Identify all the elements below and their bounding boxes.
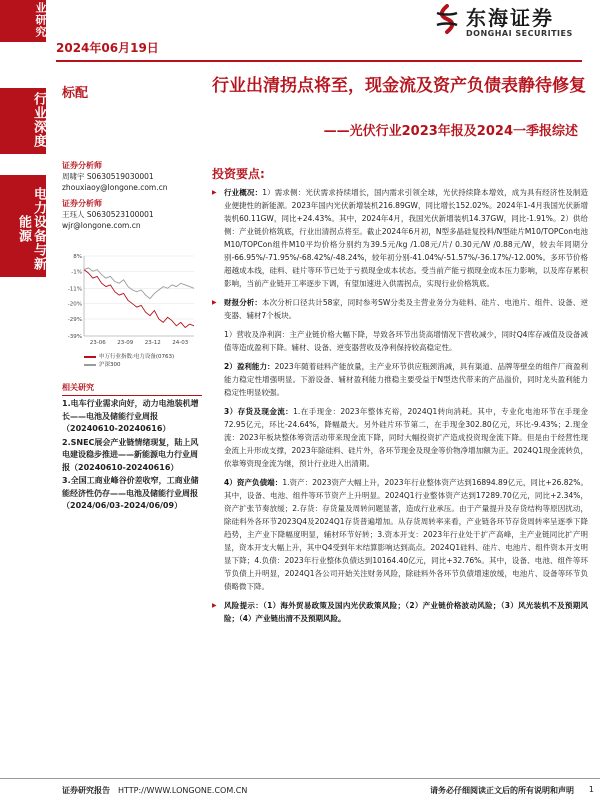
sidebar-tab-label: 电力设备与新能源 (16, 187, 46, 271)
sidebar-tab-industry-research (0, 0, 46, 42)
header-divider (56, 60, 582, 62)
chart-y-tick-label: -39% (67, 334, 82, 340)
analyst-block-2 (62, 198, 202, 231)
analyst-name-text: 周啸宇 (62, 172, 85, 181)
logo-text-en: DONGHAI SECURITIES (466, 29, 573, 38)
related-item[interactable]: 1.电车行业需求向好，动力电池装机增长——电池及储能行业周报（20240610-20240616） (62, 399, 199, 433)
invest-heading: 投资要点: (212, 167, 265, 181)
page-footer (0, 778, 600, 800)
analyst-email: wjr@longone.com.cn (62, 221, 141, 230)
performance-chart (62, 250, 202, 375)
main-body (212, 186, 588, 631)
legend-item-index (84, 353, 174, 361)
bullet-label: 风险提示： (224, 601, 264, 610)
legend-label: 申万行业指数:电力设备(0763) (99, 354, 175, 360)
chart-x-tick-label: 23-12 (144, 340, 161, 346)
related-heading: 相关研究 (62, 383, 94, 392)
bullet-label: 行业概况： (224, 188, 263, 197)
chart-x-tick-label: 23-06 (89, 340, 106, 346)
chart-series-line-hs300 (84, 268, 194, 299)
analyst-name-text: 王珏人 (62, 210, 85, 219)
chart-y-tick-label: -20% (67, 301, 82, 308)
footer-url[interactable]: HTTP://WWW.LONGONE.COM.CN (118, 786, 248, 795)
company-logo (432, 2, 592, 42)
footer-disclaimer-text: 请务必仔细阅读正文后的所有说明和声明 (430, 786, 574, 795)
bullet-text: 本次分析口径共计58家，同时参考SW分类及主营业务分为硅料、硅片、电池片、组件、设备、逆变器、辅材7个板块。 (224, 298, 589, 320)
para-text: 1.在手现金：2023年整体充裕，2024Q1转向消耗。其中，专业化电池环节在手现金72.95亿元，环比-24.64%，降幅最大。另外硅片环节第二，在手现金302.80亿元，环比-9.43%；2.现金流：2023年板块整体筹资活动带来现金流下降，同时大幅投资扩产造成投资现金流下降。但是由于经营性现金流上升形成支撑，2023年除硅料、硅片外，各环节现金及现金等价物净增加额为正。2024Q1现金流转负，依靠筹资现金流为继，预计行业进入出清期。 (224, 407, 588, 468)
chart-x-tick-label: 24-03 (172, 340, 189, 346)
legend-swatch (84, 364, 96, 366)
bullet-text: 1）需求侧：光伏需求持续增长，国内需求引领全球，光伏持续降本增效，成为具有经济性及制造业便捷性的新能源。2023年国内光伏新增装机216.89GW，同比增长152.02%。2024年1-4月我国光伏新增装机60.11GW，同比+24.43%。其中，2024年4月，我国光伏新增装机14.37GW，同比-1.91%。2）供给侧：产业链价格筑底，行业出清拐点将至。截止2024年6月初，N型多晶硅复投料/N型硅片M10/TOPCon电池M10/TOPCon组件M10平均价格分别约为39.5元/kg /1.08元/片/ 0.30元/W /0.88元/W，较去年同期分别-66.95%/-71.95%/-68.42%/-48.24%，较年初分别-41.04%/-51.57%/-36.17%/-12.00%。多环节价格超越成本线，硅料、硅片等环节已处于亏损现金成本状态。受当前产能亏损现金成本压力影响，以及库存累积影响，当前产业链开工率逐步下调，有望加速进入供需拐点，实现行业价格筑底。 (224, 188, 588, 288)
para-revenue: 1）营收及净利润：主产业链价格大幅下降，导致各环节出货高增情况下营收减少，同时Q4库存减值及设备减值等造成盈利下降。辅材、设备、逆变器营收及净利保持较高稳定性。 (224, 330, 588, 352)
chart-y-tick-label: 8% (73, 254, 82, 260)
para-text: 2023年随着硅料产能放量，主产业环节供应瓶颈消减，具有渠道、品牌等壁垒的组件厂商盈利能力稳定性增强明显。下游设备、辅材盈利能力推稳主要受益于N型迭代带来的产品溢价，同时龙头盈利能力稳定性明显较强。 (224, 362, 589, 397)
analyst-label: 证券分析师 (62, 161, 102, 170)
report-subtitle: ——光伏行业2023年报及2024一季报综述 (323, 124, 578, 139)
para-assets (212, 405, 588, 470)
sidebar-tab-industry-depth (0, 88, 46, 154)
sidebar-tab-label: 行业深度 (31, 92, 46, 148)
legend-label: 沪深300 (99, 362, 121, 368)
legend-swatch (84, 356, 96, 358)
legend-item-hs300 (84, 361, 174, 369)
analyst-email: zhouxiaoy@longone.com.cn (62, 183, 168, 192)
analyst-name (62, 209, 202, 220)
report-title: 行业出清拐点将至，现金流及资产负债表静待修复 (212, 76, 586, 96)
chart-y-tick-label: -1% (71, 269, 82, 276)
bullet-label: 财报分析： (224, 298, 263, 307)
para-label: 2）盈利能力： (224, 362, 275, 371)
bullet-risk (212, 599, 588, 625)
para-margin (212, 360, 588, 399)
footer-label: 证券研究报告 (62, 786, 110, 795)
analyst-license: S0630523100001 (86, 210, 154, 219)
related-item[interactable]: 3.全国工商业峰谷价差收窄，工商业储能经济性仍存——电池及储能行业周报（2024/06/03-2024/06/09） (62, 476, 199, 510)
chart-y-tick-label: -11% (67, 286, 82, 293)
analyst-license: S0630519030001 (86, 172, 154, 181)
analyst-name (62, 171, 202, 182)
logo-text-cn: 东海证券 (466, 6, 554, 30)
sidebar-tab-sector (0, 175, 46, 277)
related-divider (62, 395, 202, 396)
page-number: 1 (588, 785, 594, 794)
report-date: 2024年06月19日 (56, 41, 159, 55)
performance-chart-svg (62, 250, 202, 350)
analyst-label: 证券分析师 (62, 199, 102, 208)
chart-x-tick-label: 23-09 (117, 340, 134, 346)
para-label: 3）存货及现金流： (224, 407, 294, 416)
para-text: 1.资产：2023资产大幅上升，2023年行业整体资产达到16894.89亿元，同比+26.82%。其中，设备、电池、组件等环节资产上升明显。2024Q1行业整体资产达到17289.70亿元，同比+2.34%，资产扩张节奏放缓；2.存货：存货量及周转问题显著，造成行业承压。由于产量提升及存货结构等原因扰动，除硅料外各环节2023Q4及2024Q1存货普遍增加。从存货周转率来看，产业链各环节存货周转率呈逐季下降趋势，主产业下降幅度明显，辅材环节好转；3.资本开支：2023年行业处于扩产高峰，主产业链同比扩产明显，资本开支大幅上升，其中Q4受到年末结算影响达到高点。2024Q1硅料、硅片、电池片、组件资本开支明显下降；4.负债：2023年行业整体负债达到10164.40亿元，同比+32.76%。其中，设备、电池、组件等环节负债上升明显，2024Q1各公司开始关注财务风险，除硅料外各环节负债增速放缓，电池片、设备等环节负债略微下降。 (224, 478, 589, 591)
sidebar-tab-label: 业研究 (34, 2, 47, 38)
bullet-overview (212, 186, 588, 290)
chart-legend (84, 353, 174, 369)
bullet-text: （1）海外贸易政策及国内光伏政策风险；（2）产业链价格波动风险；（3）风光装机不及预期风险；（4）产业链出清不及预期风险。 (224, 601, 589, 623)
logo-mark-icon (432, 4, 462, 34)
para-liability (212, 476, 588, 593)
rating-label: 标配 (62, 86, 89, 101)
para-label: 4）资产负债端： (224, 478, 283, 487)
analyst-block-1 (62, 160, 202, 193)
footer-left (62, 785, 247, 796)
bullet-finance (212, 296, 588, 322)
chart-y-tick-label: -29% (67, 316, 82, 323)
footer-disclaimer (430, 785, 574, 796)
related-list (62, 398, 202, 514)
related-item[interactable]: 2.SNEC展会产业链情绪现复，陆上风电建设稳步推进——新能源电力行业周报（20240610-20240616） (62, 437, 199, 472)
